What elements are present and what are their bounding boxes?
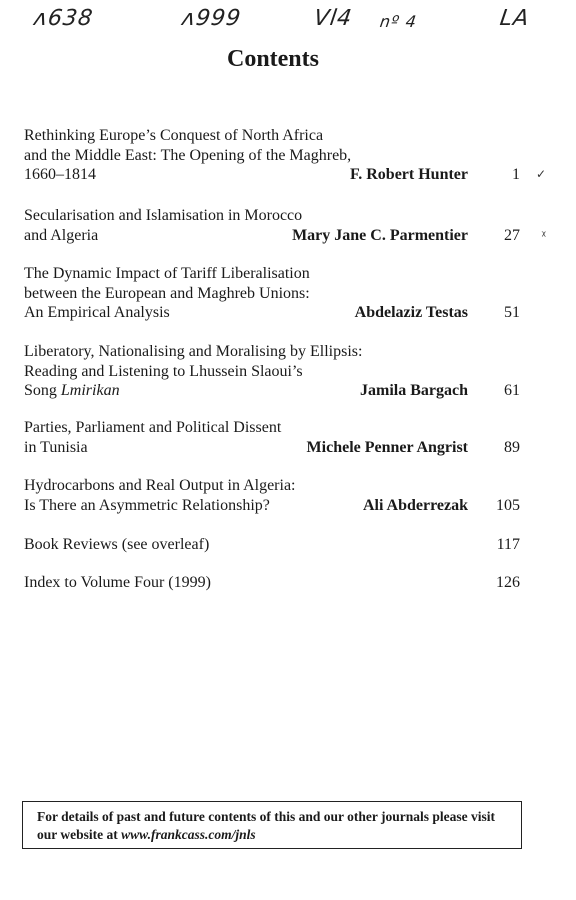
entry-page-number: 105 xyxy=(496,496,520,514)
entry-title-line: Hydrocarbons and Real Output in Algeria: xyxy=(24,477,296,494)
entry-title-line: Liberatory, Nationalising and Moralising by Ellipsis: xyxy=(24,343,363,360)
notice-text: For details of past and future contents of this and our other journals please visit our website at xyxy=(37,809,496,842)
toc-entry[interactable] xyxy=(24,126,546,185)
entry-last-line xyxy=(24,535,524,555)
entry-last-line xyxy=(24,573,524,593)
entry-author: Michele Penner Angrist xyxy=(306,438,468,456)
handwritten-note: ʌ638 xyxy=(32,6,95,31)
handwritten-note: Vl4 xyxy=(312,6,354,31)
handwritten-tick-mark: ✓ xyxy=(535,167,546,181)
entry-last-line xyxy=(24,226,546,246)
entry-title-line: Parties, Parliament and Political Dissent xyxy=(24,419,282,436)
entry-title-line: Reading and Listening to Lhussein Slaoui’s xyxy=(24,362,303,380)
entry-page-number: 27 xyxy=(504,226,520,244)
website-notice-box xyxy=(22,801,522,849)
entry-author: Ali Abderrezak xyxy=(362,496,468,514)
entry-title-line: The Dynamic Impact of Tariff Liberalisation xyxy=(24,265,310,282)
entry-title-line: An Empirical Analysis xyxy=(24,304,170,321)
entry-author: Jamila Bargach xyxy=(360,382,468,399)
toc-entry[interactable] xyxy=(24,206,546,245)
handwritten-note: LA xyxy=(498,6,532,31)
entry-author: Abdelaziz Testas xyxy=(354,304,468,321)
entry-page-number: 89 xyxy=(504,438,520,456)
toc-entry[interactable] xyxy=(24,573,524,593)
entry-last-line xyxy=(24,303,524,323)
entry-title-italic: Lmirikan xyxy=(60,382,120,399)
entry-last-line xyxy=(24,381,524,401)
toc-entry[interactable] xyxy=(24,264,524,323)
entry-author: Mary Jane C. Parmentier xyxy=(292,226,468,244)
handwritten-tick-mark: ᵡ xyxy=(541,227,546,242)
toc-entry[interactable] xyxy=(24,342,524,401)
toc-entry[interactable] xyxy=(24,535,524,555)
entry-title-line: 1660–1814 xyxy=(24,166,96,183)
handwritten-note: nº 4 xyxy=(378,12,419,31)
entry-last-line xyxy=(24,438,524,458)
entry-title-line: between the European and Maghreb Unions: xyxy=(24,284,310,302)
entry-title-line: Is There an Asymmetric Relationship? xyxy=(24,496,270,514)
entry-title-line: and Algeria xyxy=(24,226,99,244)
entry-last-line xyxy=(24,496,524,516)
entry-title-line: Book Reviews (see overleaf) xyxy=(24,536,210,553)
entry-title-line: Index to Volume Four (1999) xyxy=(24,574,211,591)
entry-title-line: Rethinking Europe’s Conquest of North Africa xyxy=(24,127,324,144)
handwritten-note: ʌ999 xyxy=(180,6,243,31)
entry-page-number: 61 xyxy=(504,382,520,399)
entry-title-line: and the Middle East: The Opening of the Maghreb, xyxy=(24,146,352,164)
entry-page-number: 1 xyxy=(512,166,520,183)
entry-title-line: in Tunisia xyxy=(24,438,88,456)
entry-last-line xyxy=(24,165,546,185)
entry-page-number: 117 xyxy=(496,536,520,553)
entry-title-line: Secularisation and Islamisation in Morocco xyxy=(24,207,303,224)
entry-author: F. Robert Hunter xyxy=(349,166,468,183)
entry-title-line: Song xyxy=(24,382,57,399)
toc-entry[interactable] xyxy=(24,476,524,515)
page-title: Contents xyxy=(226,46,319,72)
toc-entry[interactable] xyxy=(24,418,524,457)
entry-page-number: 126 xyxy=(496,574,520,591)
website-link[interactable]: www.frankcass.com/jnls xyxy=(121,827,256,842)
entry-page-number: 51 xyxy=(504,304,520,321)
